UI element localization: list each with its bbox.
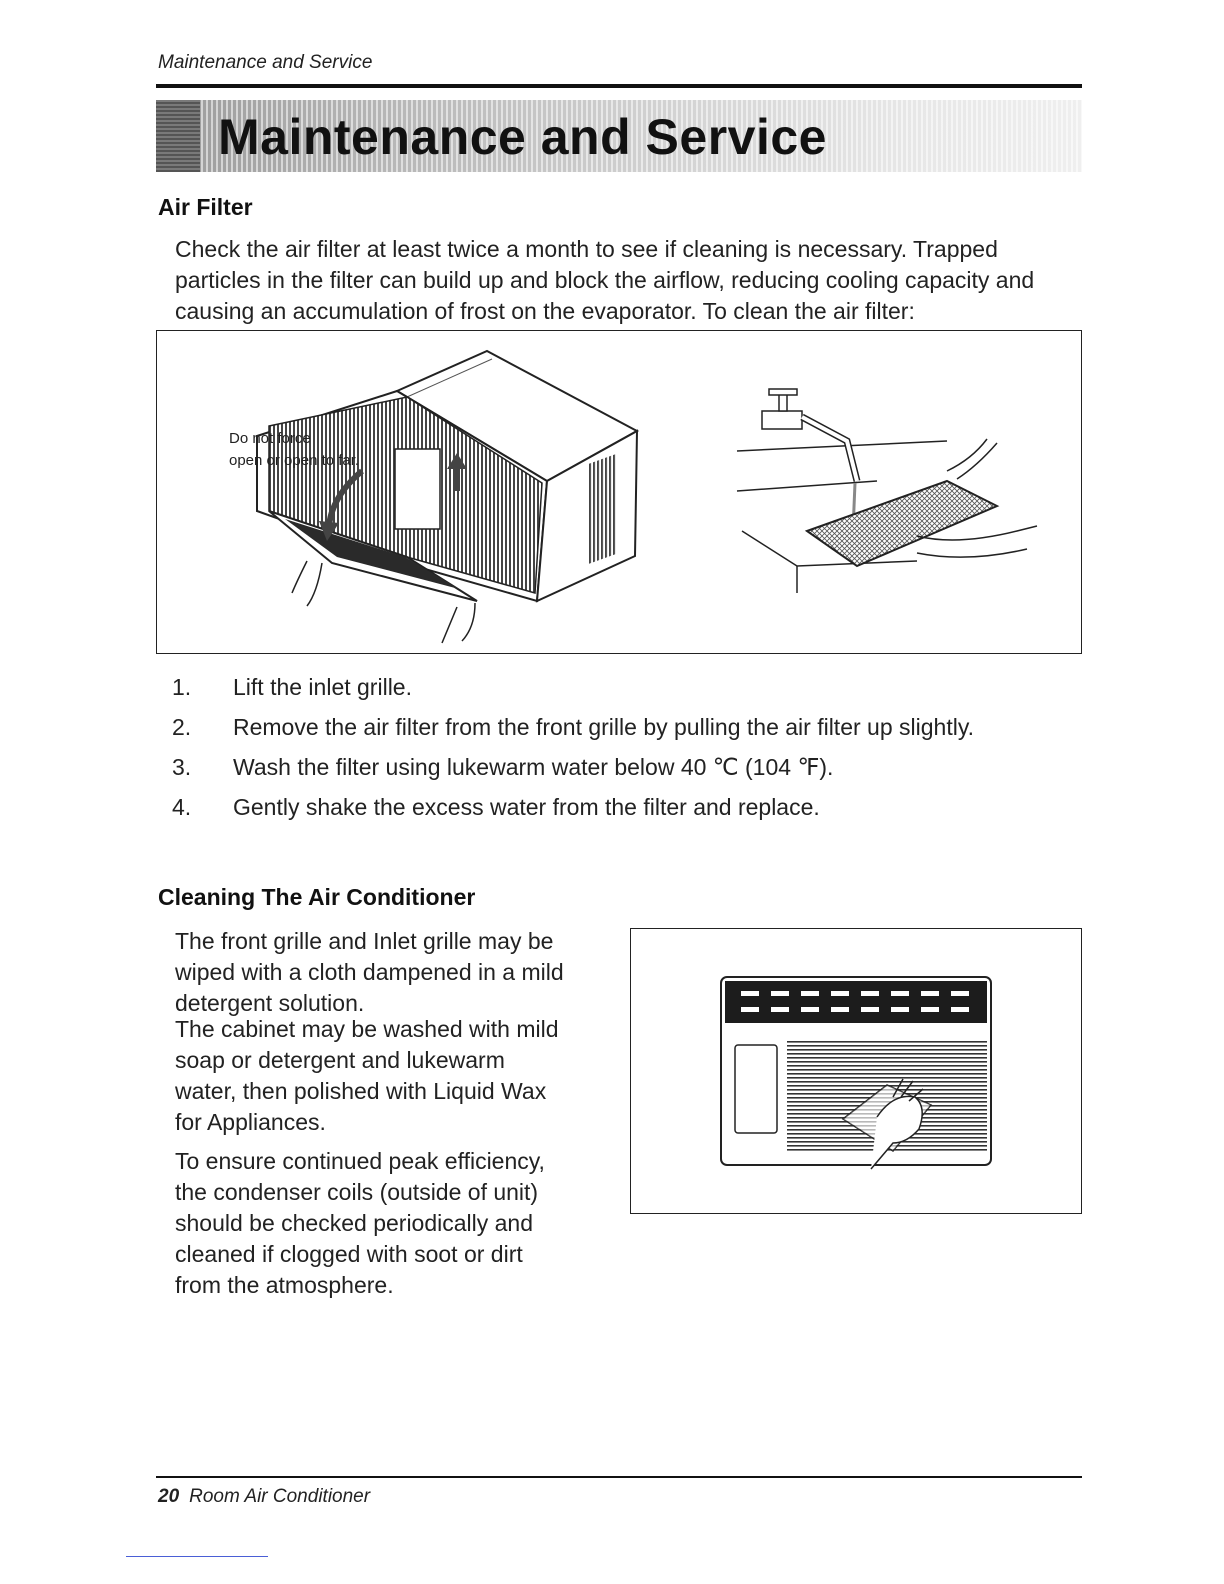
figure-caption-line1: Do not force [229, 430, 311, 447]
text-line: detergent solution. [175, 990, 365, 1016]
step-text: Remove the air filter from the front grille by pulling the air filter up slightly. [233, 714, 974, 740]
step-number: 4. [172, 794, 192, 820]
page-title: Maintenance and Service [218, 109, 827, 165]
air-filter-steps [172, 672, 1072, 832]
air-filter-intro: Check the air filter at least twice a month to see if cleaning is necessary. Trapped particles in the filter can build up and block the airflow, reducing cooling capacity and causing an accumulation of frost on the evaporator. To clean the air filter: [175, 236, 1035, 324]
cleaning-heading: Cleaning The Air Conditioner [158, 884, 476, 910]
air-filter-heading: Air Filter [158, 194, 253, 220]
figure-caption-line2: open or open to far. [229, 452, 360, 469]
footer-title: Room Air Conditioner [189, 1486, 371, 1507]
page-number: 20 [158, 1486, 180, 1507]
page-footer [158, 1486, 370, 1508]
text-line: for Appliances. [175, 1109, 326, 1135]
text-line: should be checked periodically and [175, 1210, 534, 1236]
cleaning-para-2 [175, 1014, 615, 1138]
text-line: To ensure continued peak efficiency, [175, 1148, 545, 1174]
step-number: 3. [172, 754, 192, 780]
section-banner [156, 100, 1082, 172]
scan-artifact-line [126, 1556, 268, 1557]
cleaning-para-3 [175, 1146, 615, 1301]
text-line: The cabinet may be washed with mild [175, 1016, 559, 1042]
text-line: water, then polished with Liquid Wax [175, 1078, 547, 1104]
step-number: 2. [172, 714, 192, 740]
ac-unit-drawing [257, 351, 637, 643]
step-item [172, 712, 1072, 752]
step-item [172, 752, 1072, 792]
text-line: The front grille and Inlet grille may be [175, 928, 554, 954]
text-line: from the atmosphere. [175, 1272, 394, 1298]
running-head: Maintenance and Service [158, 52, 373, 73]
cleaning-figure [630, 928, 1082, 1214]
filter-washing-drawing [737, 389, 1037, 593]
ac-front-wiping-illustration [631, 929, 1081, 1213]
banner-block [156, 100, 200, 172]
air-filter-illustration [157, 331, 1081, 653]
cleaning-para-1 [175, 926, 615, 1019]
step-item [172, 792, 1072, 832]
text-line: soap or detergent and lukewarm [175, 1047, 505, 1073]
text-line: cleaned if clogged with soot or dirt [175, 1241, 523, 1267]
top-rule [156, 84, 1082, 88]
step-text: Gently shake the excess water from the filter and replace. [233, 794, 820, 820]
step-number: 1. [172, 674, 192, 700]
air-filter-figure [156, 330, 1082, 654]
text-line: the condenser coils (outside of unit) [175, 1179, 539, 1205]
step-text: Wash the filter using lukewarm water below 40 ℃ (104 ℉). [233, 754, 834, 780]
step-text: Lift the inlet grille. [233, 674, 412, 700]
text-line: wiped with a cloth dampened in a mild [175, 959, 564, 985]
bottom-rule [156, 1476, 1082, 1478]
step-item [172, 672, 1072, 712]
